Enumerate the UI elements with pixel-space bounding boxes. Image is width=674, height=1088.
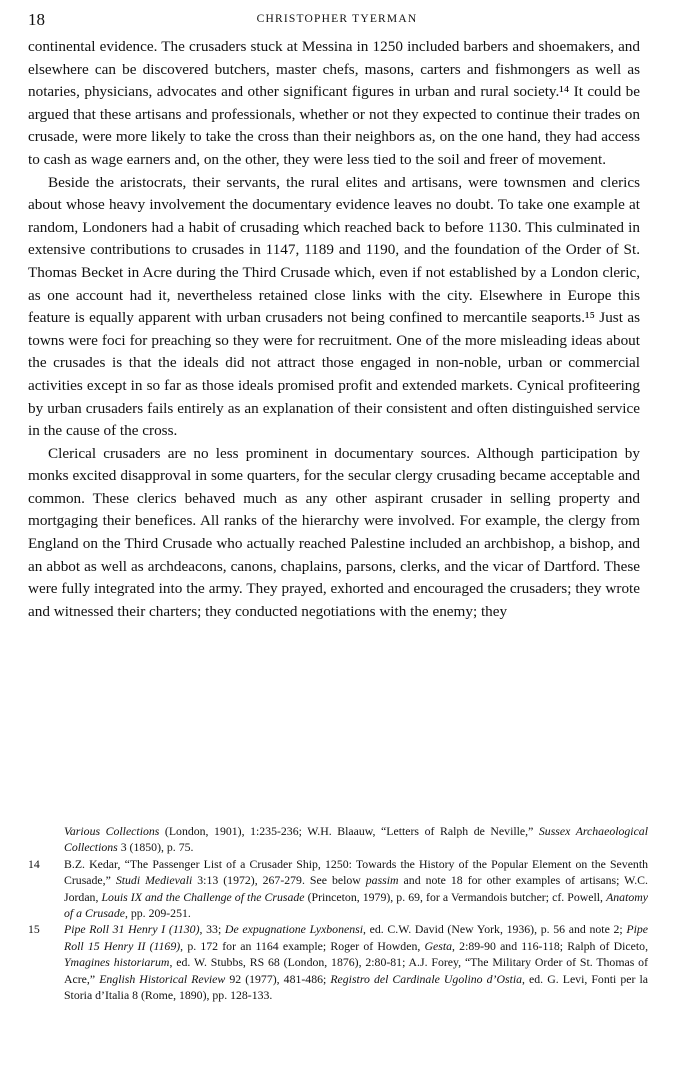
footnote-segment: , p. 172 for an 1164 example; Roger of Howden,: [180, 938, 425, 953]
footnote-title: Registro del Cardinale Ugolino d’Ostia: [330, 971, 523, 986]
footnote-segment: (Princeton, 1979), p. 69, for a Vermandois butcher; cf. Powell,: [304, 889, 607, 904]
footnote: [28, 921, 648, 1003]
page-header: [28, 10, 646, 30]
footnote-segment: , ed. W. Stubbs, RS 68 (London, 1876), 2:80-81; A.J. Forey, “The Military Order of St. Thomas of Acre,”: [64, 955, 648, 986]
footnote-text: [64, 922, 648, 1002]
footnote-segment: B.Z. Kedar, “The Passenger List of a Crusader Ship, 1250: Towards the History of the Popular Element on the Seventh Crusade,”: [64, 856, 648, 888]
footnote-segment: (London, 1901), 1:235-236; W.H. Blaauw, “Letters of Ralph de Neville,”: [159, 824, 539, 838]
footnote-segment: , pp. 209-251.: [124, 906, 191, 921]
footnote-title: Pipe Roll 31 Henry I (1130): [64, 922, 200, 937]
paragraph: continental evidence. The crusaders stuck at Messina in 1250 included barbers and shoemakers, and elsewhere can be discovered butchers, master chefs, masons, carters and fishmongers as well as notaries, physicians, advocates and other significant figures in urban and rural society.¹⁴ It could be argued that these artisans and professionals, whether or not they expected to continue their trades on crusade, were more likely to take the cross than their neighbors as, on the one hand, they had access to cash as wage earners and, on the other, they were less tied to the soil and freer of movement.: [28, 38, 640, 168]
footnote: [28, 823, 648, 856]
footnote-segment: , ed. C.W. David (New York, 1936), p. 56 and note 2;: [363, 922, 627, 937]
running-head: CHRISTOPHER TYERMAN: [256, 13, 418, 25]
footnote-segment: , 33;: [199, 922, 225, 937]
footnote-title: Sussex Archaeological Collections: [64, 824, 648, 855]
paragraph: Beside the aristocrats, their servants, the rural elites and artisans, were townsmen and clerics about whose heavy involvement the documentary evidence leaves no doubt. To take one example at random, Londoners had a habit of crusading which reached back to before 1130. This culminated in extensive contributions to crusades in 1147, 1189 and 1190, and the foundation of the Order of St. Thomas Becket in Acre during the Third Crusade which, even if not established by a London cleric, as one account had it, nevertheless retained close links with the city. Elsewhere in Europe this feature is equally apparent with urban crusaders not being confined to mercantile seaports.¹⁵ Just as towns were foci for preaching so they were for recruitment. One of the more misleading ideas about the crusades is that the ideals did not attract those engaged in non-noble, urban or commercial activities except in so far as those ideals promised profit and extended markets. Cynical profiteering by urban crusaders fails entirely as an explanation of their consistent and often distinguished service in the cause of the cross.: [28, 173, 640, 440]
footnote-text: [64, 824, 648, 854]
page-number: 18: [28, 10, 45, 29]
footnote-title: Ymagines historiarum: [64, 955, 170, 970]
footnote-title: Various Collections: [64, 824, 160, 838]
footnote-title: Gesta: [424, 938, 453, 953]
footnote-title: Anatomy of a Crusade: [64, 889, 649, 921]
footnote-segment: , ed. G. Levi, Fonti per la Storia d’Italia 8 (Rome, 1890), pp. 128-133.: [64, 971, 648, 1003]
footnote-title: Pipe Roll 15 Henry II (1169): [64, 922, 648, 953]
footnote-number: 14: [28, 856, 40, 871]
footnote-text: [64, 857, 648, 920]
footnotes: [28, 823, 648, 1003]
footnote-title: English Historical Review: [99, 971, 226, 986]
footnote-segment: 3 (1850), p. 75.: [117, 840, 194, 855]
footnote-segment: and note 18 for other examples of artisans; W.C. Jordan,: [64, 873, 648, 904]
paragraph: Clerical crusaders are no less prominent in documentary sources. Although participation by monks excited disapproval in some quarters, for the secular clergy crusading became acceptable and common. These clerics behaved much as any other aspirant crusader in selling property and mortgaging their benefices. All ranks of the hierarchy were involved. For example, the clergy from England on the Third Crusade who actually reached Palestine included an archbishop, a bishop, and an abbot as well as archdeacons, canons, chaplains, parsons, clerks, and the vicar of Dartford. These were fully integrated into the army. They prayed, exhorted and encouraged the crusaders; they wrote and witnessed their charters; they conducted negotiations with the enemy; they: [28, 444, 640, 620]
footnote: [28, 856, 648, 922]
footnote-segment: 3:13 (1972), 267-279. See below: [192, 873, 366, 888]
footnote-title: Louis IX and the Challenge of the Crusade: [101, 889, 305, 904]
footnote-title: passim: [365, 873, 399, 888]
body-text: [28, 36, 640, 623]
footnote-title: De expugnatione Lyxbonensi: [224, 922, 363, 937]
footnote-segment: 92 (1977), 481-486;: [225, 971, 331, 986]
footnote-number: 15: [28, 922, 40, 937]
footnote-title: Studi Medievali: [115, 873, 193, 888]
footnote-segment: , 2:89-90 and 116-118; Ralph of Diceto,: [452, 938, 649, 953]
